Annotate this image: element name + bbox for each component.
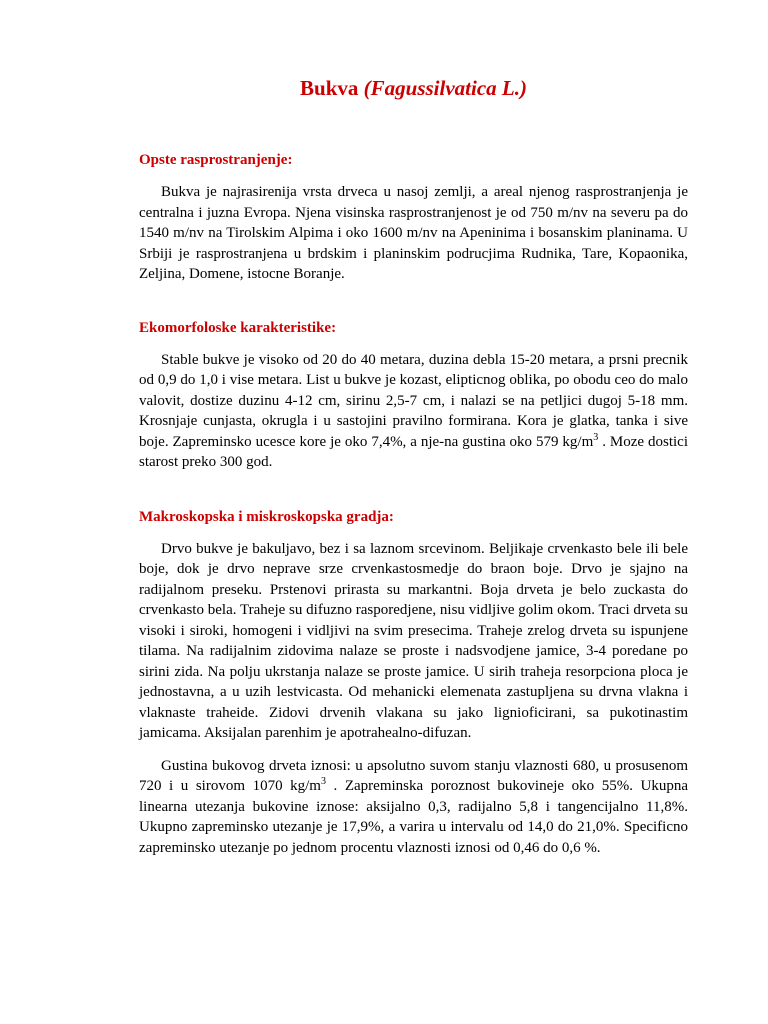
paragraph-ecomorphology-text: Stable bukve je visoko od 20 do 40 metara, duzina debla 15-20 metara, a prsni precnik od 0,9 do 1,0 i vise metara. List u bukve je kozast, elipticnog oblika, po obodu ceo do malo valovit, dostize duzinu 4-12 cm, sirinu 2,5-7 cm, i nalazi se na petljici dugoj 5-18 mm. Krosnjaje cunjasta, okrugla i u sastojini pravilno formirana. Kora je glatka, tanka i sive boje. Zapreminsko ucesce kore je oko 7,4%, a nje-na gustina oko 579 kg/m [139, 351, 688, 450]
section-structure [139, 507, 688, 859]
paragraph-ecomorphology-tail: . Moze dostici starost preko 300 god. [139, 433, 688, 470]
section-heading-structure: Makroskopska i miskroskopska gradja: [139, 508, 394, 525]
section-ecomorphology [139, 318, 688, 473]
paragraph-ecomorphology [139, 350, 688, 473]
section-distribution [139, 150, 688, 285]
section-heading-ecomorphology: Ekomorfoloske karakteristike: [139, 319, 337, 336]
paragraph-distribution: Bukva je najrasirenija vrsta drveca u nasoj zemlji, a areal njenog rasprostranjenja je centralna i juzna Evropa. Njena visinska rasprostranjenost je od 750 m/nv na severu pa do 1540 m/nv na Tirolskim Alpima i oko 1600 m/nv na Apeninima i bosanskim planinama. U Srbiji je rasprostranjena u brdskim i planinskim podrucjima Rudnika, Tare, Kopaonika, Zeljina, Domene, istocne Boranje. [139, 184, 688, 282]
superscript-exponent: 3 [593, 431, 599, 443]
paragraph-density [139, 756, 688, 859]
paragraph-density-text: Gustina bukovog drveta iznosi: u apsolutno suvom stanju vlaznosti 680, u prosusenom 720 i u sirovom 1070 kg/m [139, 757, 688, 794]
paragraph-density-tail: . Zapreminska poroznost bukovineje oko 55%. Ukupna linearna utezanja bukovine iznose: aksijalno 0,3, radijalno 5,8 i tangencijalno 11,8%. Ukupno zapreminsko utezanje je 17,9%, a varira u intervalu od 14,0 do 21,0%. Specificno zapreminsko utezanje po jednom procentu vlaznosti iznosi od 0,46 do 0,6 %. [139, 778, 689, 856]
paragraph-structure: Drvo bukve je bakuljavo, bez i sa laznom srcevinom. Beljikaje crvenkasto bele ili bele boje, dok je drvo neprave srze crvenkastosmedje do braon boje. Drvo je sjajno na radijalnom preseku. Prstenovi prirasta su markantni. Boja drveta je belo zuckasta do crvenkasto bela. Traheje su difuzno rasporedjene, nisu vidljive golim okom. Traci drveta su visoki i siroki, homogeni i vidljivi na svim presecima. Traheje zrelog drveta su ispunjene tilama. Na radijalnim zidovima nalaze se proste i nadsvodjene jamice, 3-4 poredane po sirini zida. Na polju ukrstanja nalaze se proste jamice. U sirih traheja resorpciona ploca je jednostavna, a u uzih lestvicasta. Od mehanicki elemenata zastupljena su drvna vlakna i vlaknaste traheide. Zidovi drvenih vlakana su jako lignioficirani, sa pukotinastim jamicama. Aksijalan parenhim je apotrahealno-difuzan. [139, 540, 688, 741]
superscript-exponent: 3 [320, 776, 326, 787]
page-title [139, 74, 688, 102]
title-latin-name: (Fagussilvatica L.) [363, 76, 527, 100]
title-main: Bukva [300, 76, 364, 100]
section-heading-distribution: Opste rasprostranjenje: [139, 152, 293, 168]
